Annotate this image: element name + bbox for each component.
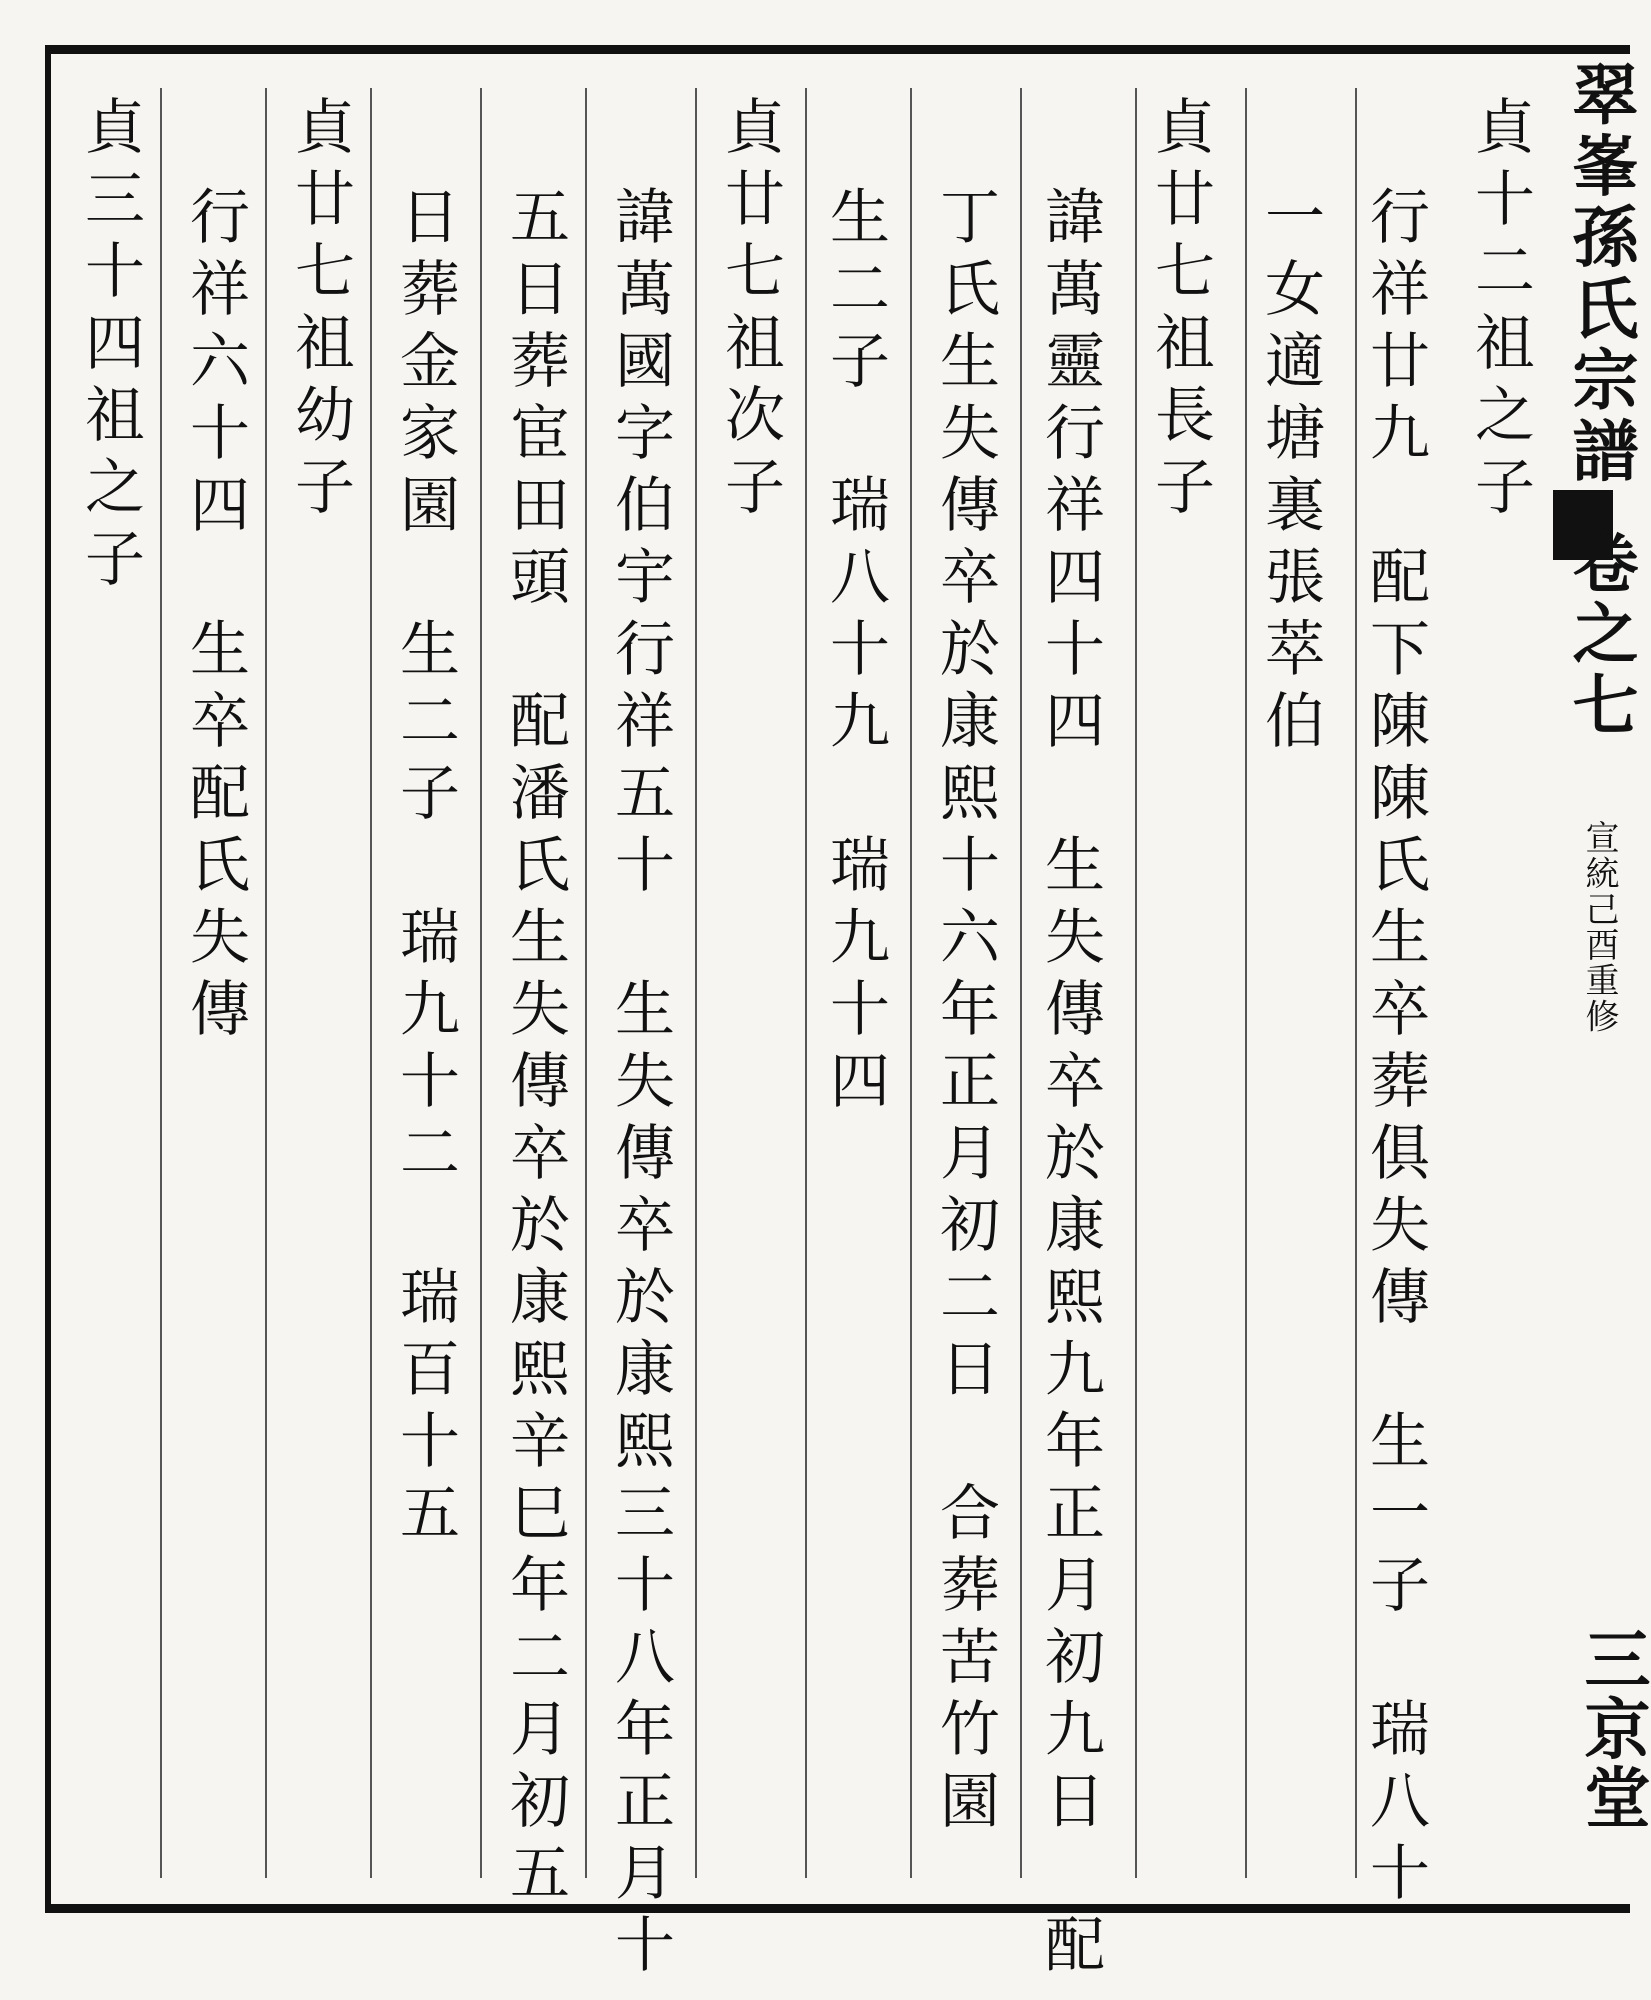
- text-column: 貞廿七祖長子: [1145, 95, 1215, 527]
- column-rule: [1135, 88, 1137, 1878]
- text-column: 貞十二祖之子: [1465, 95, 1535, 527]
- text-column: 丁氏生失傳卒於康熙十六年正月初二日 合葬苦竹園: [930, 185, 1000, 1841]
- column-rule: [1020, 88, 1022, 1878]
- column-rule: [910, 88, 912, 1878]
- text-column: 諱萬靈行祥四十四 生失傳卒於康熙九年正月初九日 配: [1035, 185, 1105, 1985]
- text-column: 諱萬國字伯宇行祥五十 生失傳卒於康熙三十八年正月十: [605, 185, 675, 1985]
- hall-name: 三京堂: [1573, 1625, 1651, 1833]
- column-rule: [160, 88, 162, 1878]
- text-column: 生二子 瑞八十九 瑞九十四: [820, 185, 890, 1121]
- text-column: 行祥六十四 生卒配氏失傳: [180, 185, 250, 1049]
- text-column: 貞廿七祖次子: [715, 95, 785, 527]
- text-column: 日葬金家園 生二子 瑞九十二 瑞百十五: [390, 185, 460, 1553]
- text-column: 貞廿七祖幼子: [285, 95, 355, 527]
- column-rule: [1355, 88, 1357, 1878]
- text-column: 一女適塘裏張萃伯: [1255, 185, 1325, 761]
- text-column: 貞三十四祖之子: [75, 95, 145, 599]
- column-rule: [695, 88, 697, 1878]
- text-column: 行祥廿九 配下陳陳氏生卒葬俱失傳 生一子 瑞八十: [1360, 185, 1430, 1913]
- column-rule: [805, 88, 807, 1878]
- column-rule: [1245, 88, 1247, 1878]
- edition-note: 宣統己酉重修: [1579, 820, 1619, 1035]
- column-rule: [585, 88, 587, 1878]
- column-rule: [480, 88, 482, 1878]
- column-rule: [265, 88, 267, 1878]
- text-column: 五日葬宦田頭 配潘氏生失傳卒於康熙辛巳年二月初五: [500, 185, 570, 1913]
- margin-title: 翠峯孫氏宗譜卷之七: [1561, 60, 1639, 742]
- column-rule: [370, 88, 372, 1878]
